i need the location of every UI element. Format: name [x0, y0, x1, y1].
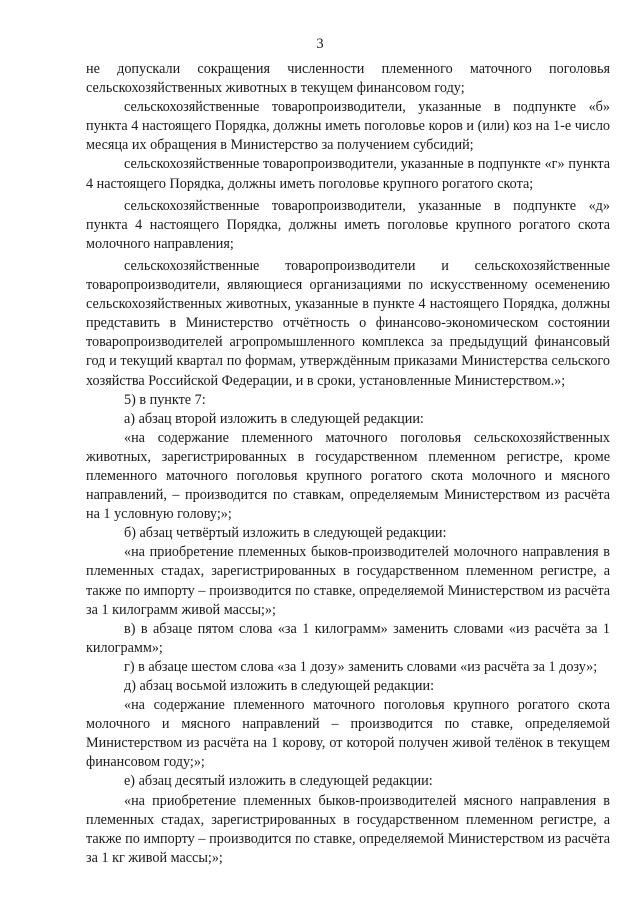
- paragraph-subpoint-d: сельскохозяйственные товаропроизводители, указанные в подпункте «д» пункта 4 настоящего Порядка, должны иметь поголовье крупного рогатого скота молочного направления;: [86, 197, 610, 252]
- paragraph-continuation: не допускали сокращения численности племенного маточного поголовья сельскохозяйственных животных в текущем финансовом году;: [86, 61, 610, 97]
- paragraph-item-b: б) абзац четвёртый изложить в следующей редакции:: [124, 525, 447, 542]
- paragraph-subpoint-g: сельскохозяйственные товаропроизводители, указанные в подпункте «г» пункта 4 настоящего Порядка, должны иметь поголовье крупного рогатого скота;: [86, 156, 610, 192]
- paragraph-item-d: д) абзац восьмой изложить в следующей редакции:: [124, 678, 435, 694]
- paragraph-quote-b: «на приобретение племенных быков-производителей молочного направления в племенных стадах, зарегистрированных в государственном племенном регистре, а также по импорту – производится по ставке, определяемой Министерством из расчёта за 1 килограмм живой массы;»;: [86, 544, 610, 618]
- paragraph-item-g: г) в абзаце шестом слова «за 1 дозу» заменить словами «из расчёта за 1 дозу»;: [124, 658, 598, 675]
- paragraph-quote-d: «на содержание племенного маточного поголовья крупного рогатого скота молочного и мясного направлений – производится по ставке, определяемой Министерством из расчёта на 1 корову, от которой получен живой телёнок в текущем финансовом году;»;: [86, 697, 610, 771]
- paragraph-item-e: е) абзац десятый изложить в следующей редакции:: [124, 773, 433, 790]
- paragraph-quote-e: «на приобретение племенных быков-производителей мясного направления в племенных стадах, зарегистрированных в государственном племенном регистре, а также по импорту – производится по ставке, определяемой Министерством из расчёта за 1 кг живой массы;»;: [86, 792, 610, 866]
- page-number: 3: [316, 36, 324, 52]
- paragraph-item-v: в) в абзаце пятом слова «за 1 килограмм» заменить словами «из расчёта за 1 килограмм»;: [86, 620, 610, 656]
- paragraph-quote-a: «на содержание племенного маточного поголовья сельскохозяйственных животных, зарегистрированных в государственном племенном регистре, кроме племенного маточного поголовья крупного рогатого скота молочного и мясного направлений, – производится по ставкам, определяемым Министерством из расчёта на 1 условную голову;»;: [86, 429, 610, 523]
- paragraph-item-a: а) абзац второй изложить в следующей редакции:: [124, 410, 424, 427]
- paragraph-reporting: сельскохозяйственные товаропроизводители и сельскохозяйственные товаропроизводители, являющиеся организациями по искусственному осеменению сельскохозяйственных животных, указанные в пункте 4 настоящего Порядка, должны представить в Министерство отчётность о финансово-экономическом состоянии товаропроизводителей агропромышленного комплекса за предыдущий финансовый год и текущий квартал по формам, утверждённым приказами Министерства сельского хозяйства Российской Федерации, и в сроки, установленные Министерством.»;: [86, 257, 610, 389]
- paragraph-item-5: 5) в пункте 7:: [124, 391, 206, 408]
- document-body: [86, 60, 610, 868]
- paragraph-subpoint-b: сельскохозяйственные товаропроизводители, указанные в подпункте «б» пункта 4 настоящего Порядка, должны иметь поголовье коров и (или) коз на 1-е число месяца их обращения в Министерство за получением субсидий;: [86, 99, 610, 154]
